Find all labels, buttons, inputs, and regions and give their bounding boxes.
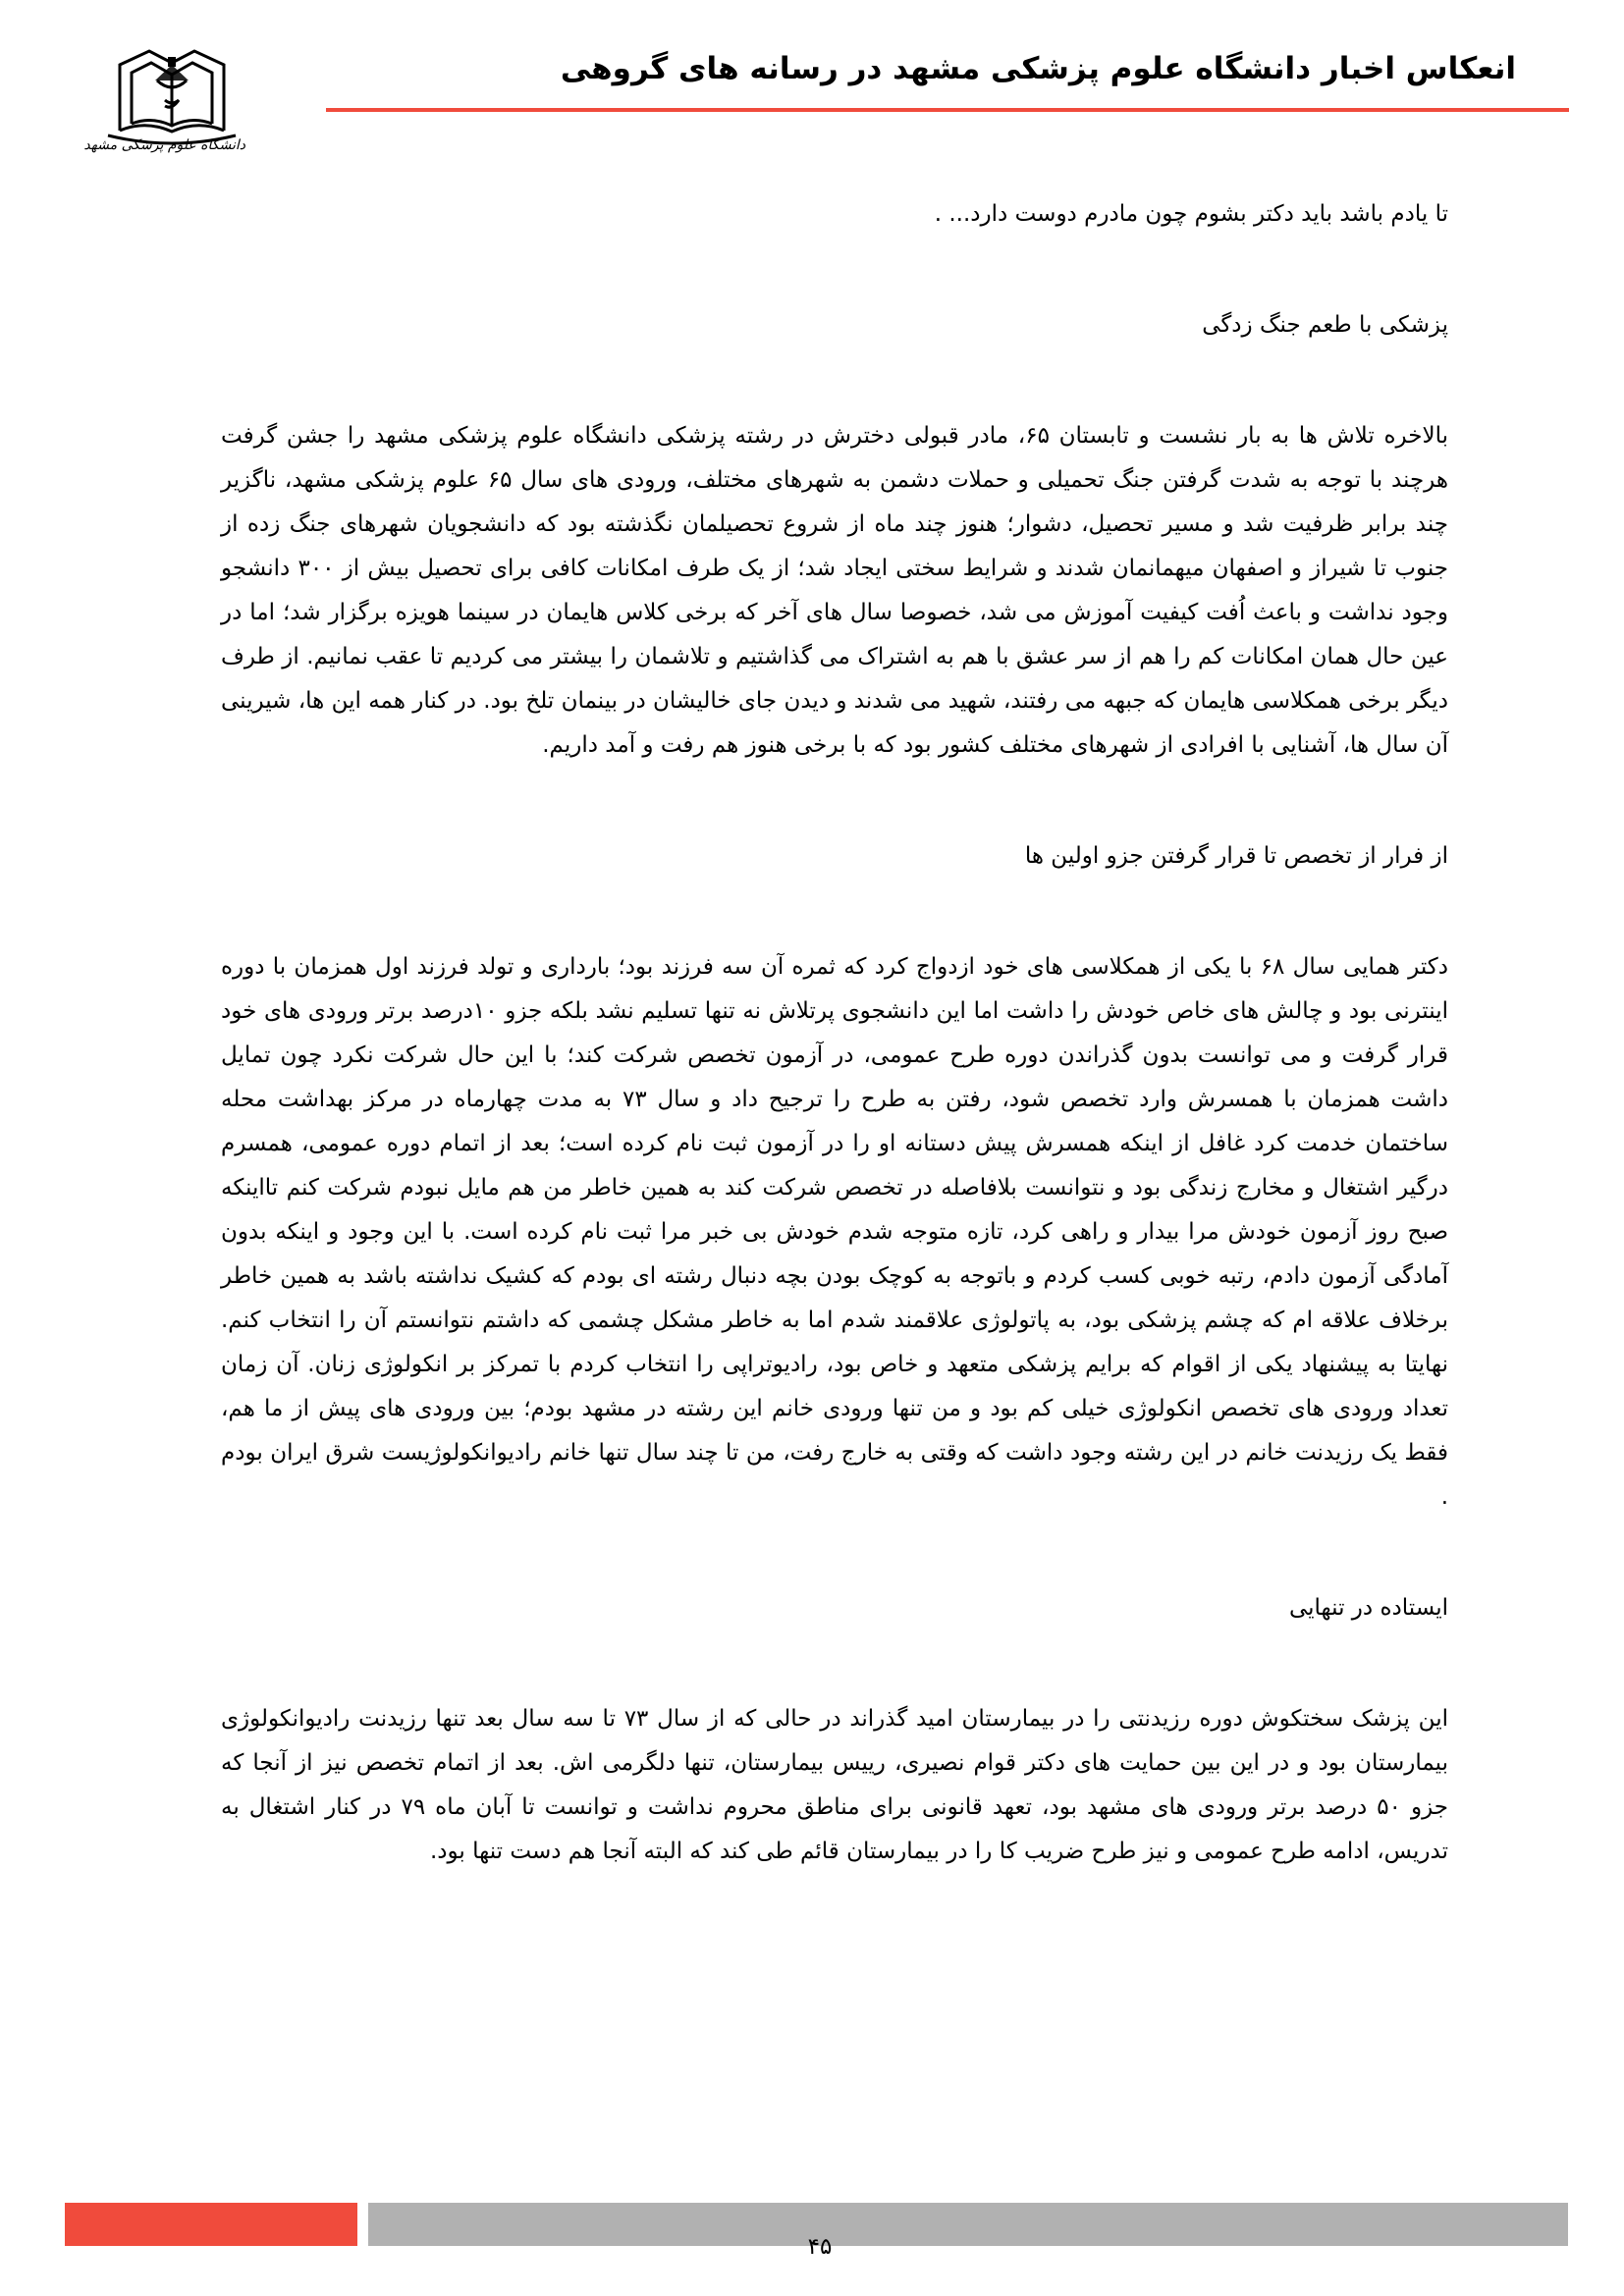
university-emblem-icon <box>83 37 245 175</box>
footer-gray-bar <box>368 2203 1568 2246</box>
paragraph-intro-line: تا یادم باشد باید دکتر بشوم چون مادرم دوست دارد... . <box>934 201 1448 227</box>
section-heading-war: پزشکی با طعم جنگ زدگی <box>1202 312 1448 338</box>
paragraph-specialty: دکتر همایی سال ۶۸ با یکی از همکلاسی های خود ازدواج کرد که ثمره آن سه فرزند بود؛ بارداری و تولد فرزند اول همزمان با دوره اینترنی بود و چالش های خاص خودش را داشت اما این دانشجوی پرتلاش نه تنها تسلیم نشد بلکه جزو ۱۰درصد برتر ورودی های خود قرار گرفت و می توانست بدون گذراندن دوره طرح عمومی، در آزمون تخصص شرکت کند؛ با این حال شرکت نکرد چون تمایل داشت همزمان با همسرش وارد تخصص شود، رفتن به طرح را ترجیح داد و سال ۷۳ به مدت چهارماه در مرکز بهداشت محله ساختمان خدمت کرد غافل از اینکه همسرش پیش دستانه او را در آزمون ثبت نام کرده است؛ بعد از اتمام دوره عمومی، همسرم درگیر اشتغال و مخارج زندگی بود و نتوانست بلافاصله در تخصص شرکت کند به همین خاطر من هم مایل نبودم شرکت کنم تااینکه صبح روز آزمون خودش مرا بیدار و راهی کرد، تازه متوجه شدم خودش بی خبر مرا ثبت نام کرده است. با این وجود و اینکه بدون آمادگی آزمون دادم، رتبه خوبی کسب کردم و باتوجه به کوچک بودن بچه دنبال رشته ای بودم که کشیک نداشته باشد به همین خاطر برخلاف علاقه ام که چشم پزشکی بود، به پاتولوژی علاقمند شدم اما به خاطر مشکل چشمی که داشتم نتوانستم آن را انتخاب کنم. نهایتا به پیشنهاد یکی از اقوام که برایم پزشکی متعهد و خاص بود، رادیوتراپی را انتخاب کردم با تمرکز بر انکولوژی زنان. آن زمان تعداد ورودی های تخصص انکولوژی خیلی کم بود و من تنها ورودی خانم این رشته در مشهد بودم؛ بین ورودی های پیش از ما هم، فقط یک رزیدنت خانم در این رشته وجود داشت که وقتی به خارج رفت، من تا چند سال تنها خانم رادیوانکولوژیست شرق ایران بودم . <box>221 954 1448 1510</box>
logo-caption: دانشگاه علوم پزشکی مشهد <box>83 137 245 153</box>
paragraph-war-years: بالاخره تلاش ها به بار نشست و تابستان ۶۵، مادر قبولی دخترش در رشته پزشکی دانشگاه علوم پزشکی مشهد را جشن گرفت هرچند با توجه به شدت گرفتن جنگ تحمیلی و حملات دشمن به شهرهای مختلف، ورودی های سال ۶۵ علوم پزشکی مشهد، ناگزیر چند برابر ظرفیت شد و مسیر تحصیل، دشوار؛ هنوز چند ماه از شروع تحصیلمان نگذشته بود که دانشجویان شهرهای جنگ زده از جنوب تا شیراز و اصفهان میهمانمان شدند و شرایط سختی ایجاد شد؛ از یک طرف امکانات کافی برای تحصیل بیش از ۳۰۰ دانشجو وجود نداشت و باعث اُفت کیفیت آموزش می شد، خصوصا سال های آخر که برخی کلاس هایمان در سینما هویزه برگزار شد؛ اما در عین حال همان امکانات کم را هم از سر عشق با هم به اشتراک می گذاشتیم و تلاشمان را بیشتر می کردیم تا عقب نمانیم. از طرف دیگر برخی همکلاسی هایمان که جبهه می رفتند، شهید می شدند و دیدن جای خالیشان در بینمان تلخ بود. در کنار همه این ها، شیرینی آن سال ها، آشنایی با افرادی از شهرهای مختلف کشور بود که با برخی هنوز هم رفت و آمد داریم. <box>221 423 1449 758</box>
article-body <box>221 192 1448 1874</box>
page-number: ۴۵ <box>807 2234 833 2260</box>
page-header-title: انعکاس اخبار دانشگاه علوم پزشکی مشهد در رسانه های گروهی <box>560 51 1516 86</box>
header-divider <box>326 108 1569 112</box>
section-heading-specialty: از فرار از تخصص تا قرار گرفتن جزو اولین ها <box>1024 843 1448 869</box>
paragraph-residency: این پزشک سختکوش دوره رزیدنتی را در بیمارستان امید گذراند در حالی که از سال ۷۳ تا سه سال بعد تنها رزیدنت رادیوانکولوژی بیمارستان بود و در این بین حمایت های دکتر قوام نصیری، رییس بیمارستان، تنها دلگرمی اش. بعد از اتمام تخصص نیز از آنجا که جزو ۵۰ درصد برتر ورودی های مشهد بود، تعهد قانونی برای مناطق محروم نداشت و توانست تا آبان ماه ۷۹ در کنار اشتغال به تدریس، ادامه طرح عمومی و نیز طرح ضریب کا را در بیمارستان قائم طی کند که البته آنجا هم دست تنها بود. <box>221 1706 1449 1864</box>
section-heading-alone: ایستاده در تنهایی <box>1288 1595 1448 1621</box>
footer-red-bar <box>65 2203 357 2246</box>
